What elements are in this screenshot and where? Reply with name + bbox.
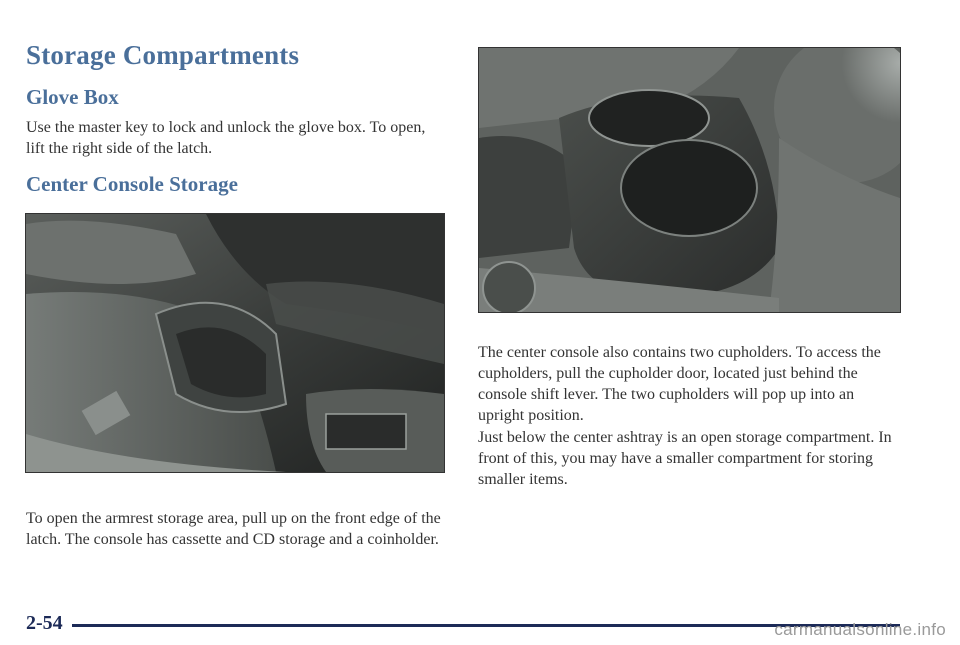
ashtray-text: Just below the center ashtray is an open storage compartment. In front of this, you may have a smaller compartment for storing smaller items. bbox=[478, 429, 892, 488]
center-console-heading: Center Console Storage bbox=[26, 172, 238, 196]
glove-box-heading: Glove Box bbox=[26, 85, 119, 109]
console-armrest-photo bbox=[25, 213, 445, 473]
page-number: 2-54 bbox=[26, 612, 63, 634]
glove-box-text: Use the master key to lock and unlock the glove box. To open, lift the right side of the latch. bbox=[26, 119, 426, 157]
watermark: carmanualsonline.info bbox=[774, 620, 946, 639]
cupholder-photo bbox=[478, 47, 901, 313]
section-title: Storage Compartments bbox=[26, 40, 300, 70]
cupholder-text: The center console also contains two cupholders. To access the cupholders, pull the cupholder door, located just behind the console shift lever. The two cupholders will pop up into an upright position. bbox=[478, 344, 881, 424]
armrest-text: To open the armrest storage area, pull up on the front edge of the latch. The console has cassette and CD storage and a coinholder. bbox=[26, 510, 441, 548]
